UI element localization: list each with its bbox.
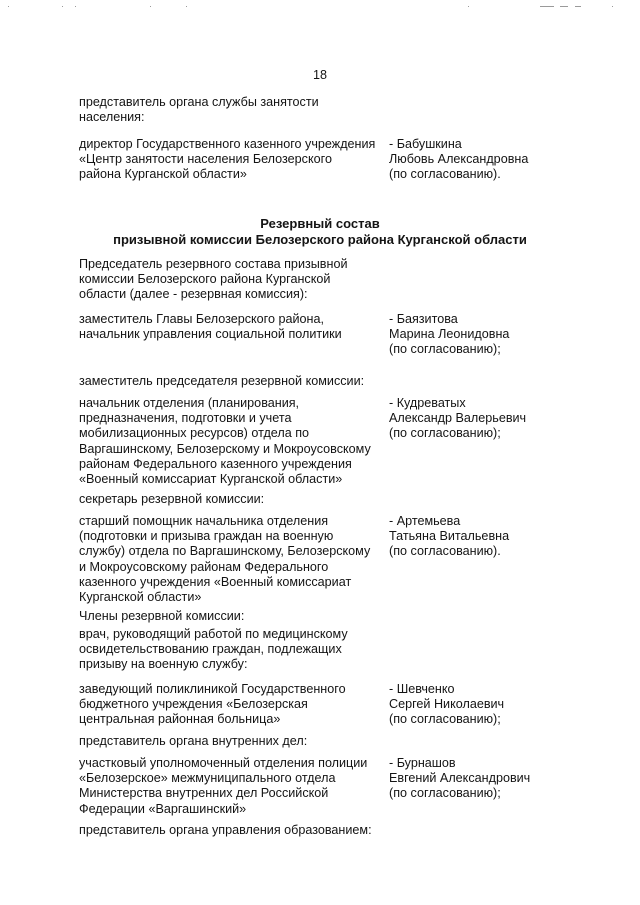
person-shevchenko: - Шевченко Сергей Николаевич (по согласованию);: [389, 682, 505, 727]
role-heading-members: Члены резервной комиссии:: [79, 609, 245, 623]
position-deputy-head: заместитель Главы Белозерского района, начальник управления социальной политики: [79, 312, 342, 342]
role-heading-chairman: Председатель резервного состава призывной комиссии Белозерского района Курганской области (далее - резервная комиссия):: [79, 257, 348, 302]
role-heading-secretary: секретарь резервной комиссии:: [79, 492, 265, 506]
role-heading-education: представитель органа управления образованием:: [79, 823, 372, 837]
page-number: 18: [312, 68, 327, 82]
position-polyclinic-head: заведующий поликлиникой Государственного бюджетного учреждения «Белозерская центральная районная больница»: [79, 682, 346, 727]
section-title-line-1: Резервный состав: [260, 216, 380, 231]
role-heading-internal-affairs: представитель органа внутренних дел:: [79, 734, 308, 748]
scan-artifact-dots: [0, 4, 640, 10]
position-district-officer: участковый уполномоченный отделения полиции «Белозерское» межмуниципального отдела Министерства внутренних дел Российской Федерации «Варгашинский»: [79, 756, 368, 816]
position-employment-center-director: директор Государственного казенного учреждения «Центр занятости населения Белозерского района Курганской области»: [79, 137, 376, 182]
person-artemyeva: - Артемьева Татьяна Витальевна (по согласованию).: [389, 514, 510, 559]
person-bayazitova: - Баязитова Марина Леонидовна (по согласованию);: [389, 312, 510, 357]
role-heading-doctor: врач, руководящий работой по медицинскому освидетельствованию граждан, подлежащих призыву на военную службу:: [79, 627, 348, 672]
section-title-line-2: призывной комиссии Белозерского района Курганской области: [113, 232, 527, 247]
role-heading-employment-service: представитель органа службы занятости населения:: [79, 95, 319, 125]
position-mobilization-head: начальник отделения (планирования, предназначения, подготовки и учета мобилизационных ресурсов) отдела по Варгашинскому, Белозерскому и Мокроусовскому районам Федерального казенного учреждения «Военный комиссариат Курганской области»: [79, 396, 371, 487]
position-senior-assistant: старший помощник начальника отделения (подготовки и призыва граждан на военную службу) отдела по Варгашинскому, Белозерскому и Мокроусовскому районам Федерального казенного учреждения «Военный комиссариат Курганской области»: [79, 514, 371, 605]
person-babushkina: - Бабушкина Любовь Александровна (по согласованию).: [389, 137, 529, 182]
person-burnashov: - Бурнашов Евгений Александрович (по согласованию);: [389, 756, 531, 801]
person-kudrevatykh: - Кудреватых Александр Валерьевич (по согласованию);: [389, 396, 527, 441]
role-heading-deputy-chairman: заместитель председателя резервной комиссии:: [79, 374, 365, 388]
